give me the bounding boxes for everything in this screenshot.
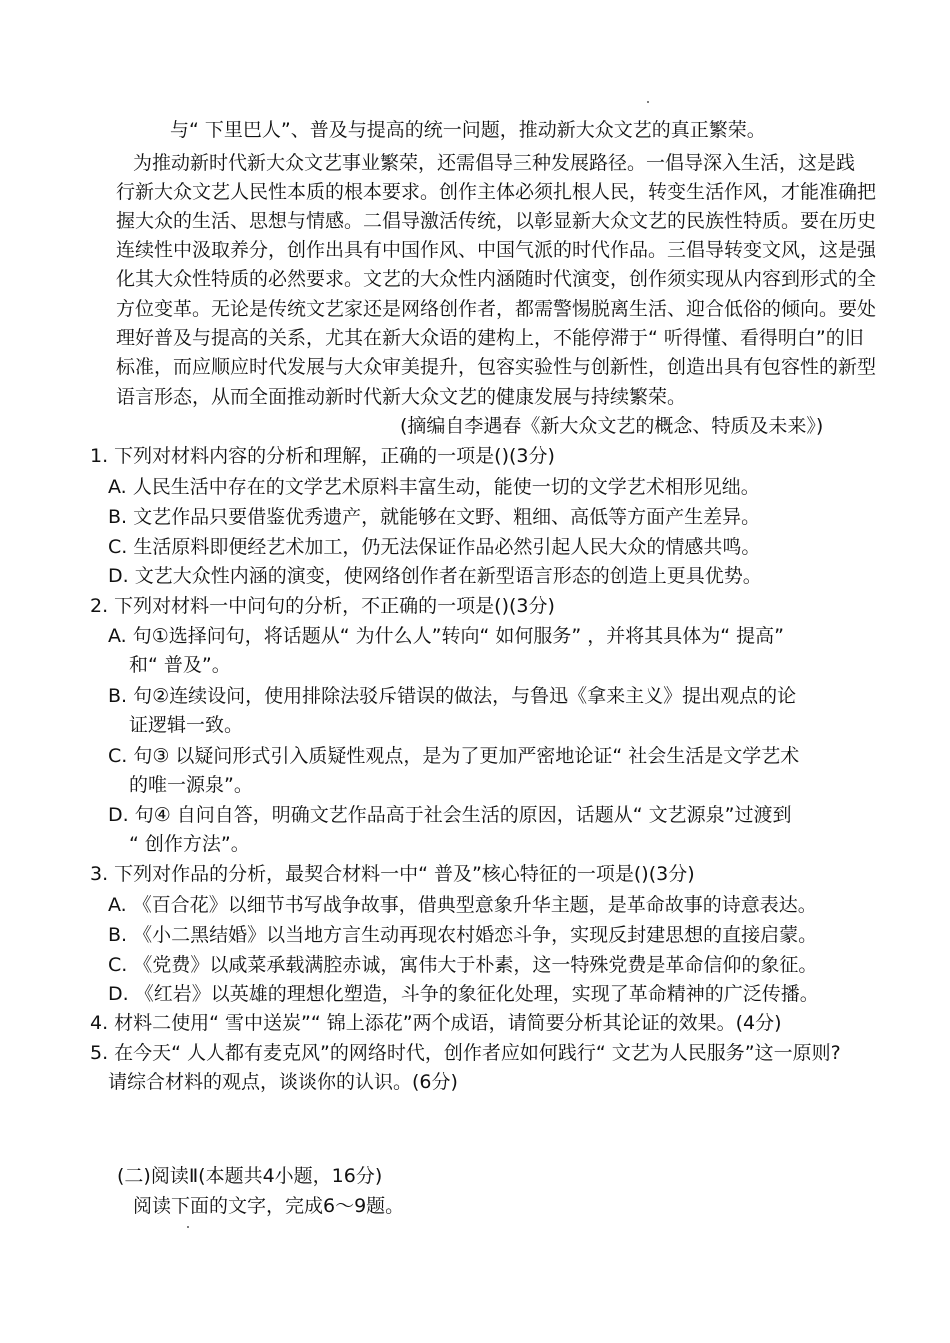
question-3-option-c: C. 《党费》以咸菜承载满腔赤诚，寓伟大于朴素，这一特殊党费是革命信仰的象征。 [108,954,818,976]
question-1-stem: 1. 下列对材料内容的分析和理解，正确的一项是()(3分) [90,445,555,467]
question-5-stem-cont: 请综合材料的观点，谈谈你的认识。(6分) [108,1071,458,1093]
question-2-option-a: A. 句①选择问句，将话题从“ 为什么人”转向“ 如何服务” ，并将其具体为“ 提高” [108,625,784,647]
passage-line: 握大众的生活、思想与情感。二倡导激活传统，以彰显新大众文艺的民族性特质。要在历史 [116,210,877,232]
question-1-option-c: C. 生活原料即便经艺术加工，仍无法保证作品必然引起人民大众的情感共鸣。 [108,536,761,558]
question-2-option-c: C. 句③ 以疑问形式引入质疑性观点，是为了更加严密地论证“ 社会生活是文学艺术 [108,745,800,767]
passage-line: 行新大众文艺人民性本质的根本要求。创作主体必须扎根人民，转变生活作风，才能准确把 [116,181,877,203]
question-1-option-d: D. 文艺大众性内涵的演变，使网络创作者在新型语言形态的创造上更具优势。 [108,565,762,587]
passage-line: 标准，而应顺应时代发展与大众审美提升，包容实验性与创新性，创造出具有包容性的新型 [116,356,877,378]
passage-line: 连续性中汲取养分，创作出具有中国作风、中国气派的时代作品。三倡导转变文风，这是强 [116,239,877,261]
question-1-option-a: A. 人民生活中存在的文学艺术原料丰富生动，能使一切的文学艺术相形见绌。 [108,476,760,498]
question-2-option-c-cont: 的唯一源泉”。 [129,774,253,796]
question-3-option-b: B. 《小二黑结婚》以当地方言生动再现农村婚恋斗争，实现反封建思想的直接启蒙。 [108,924,818,946]
question-3-stem: 3. 下列对作品的分析，最契合材料一中“ 普及”核心特征的一项是()(3分) [90,863,695,885]
question-2-option-b: B. 句②连续设问，使用排除法驳斥错误的做法，与鲁迅《拿来主义》提出观点的论 [108,685,797,707]
question-4-stem: 4. 材料二使用“ 雪中送炭”“ 锦上添花”两个成语，请简要分析其论证的效果。(4分) [90,1012,782,1034]
question-2-option-d: D. 句④ 自问自答，明确文艺作品高于社会生活的原因，话题从“ 文艺源泉”过渡到 [108,804,792,826]
question-3-option-d: D. 《红岩》以英雄的理想化塑造，斗争的象征化处理，实现了革命精神的广泛传播。 [108,983,819,1005]
scan-speck [647,101,649,103]
question-2-stem: 2. 下列对材料一中问句的分析，不正确的一项是()(3分) [90,595,555,617]
passage-line: 化其大众性特质的必然要求。文艺的大众性内涵随时代演变，创作须实现从内容到形式的全 [116,268,877,290]
passage-source: (摘编自李遇春《新大众文艺的概念、特质及未来》) [400,415,824,437]
question-2-option-b-cont: 证逻辑一致。 [129,714,244,736]
passage-line: 与“ 下里巴人”、普及与提高的统一问题，推动新大众文艺的真正繁荣。 [170,119,766,141]
question-1-option-b: B. 文艺作品只要借鉴优秀遗产，就能够在文野、粗细、高低等方面产生差异。 [108,506,761,528]
passage-line: 为推动新时代新大众文艺事业繁荣，还需倡导三种发展路径。一倡导深入生活，这是践 [133,152,856,174]
passage-line: 理好普及与提高的关系，尤其在新大众语的建构上，不能停滞于“ 听得懂、看得明白”的旧 [116,327,864,349]
question-2-option-a-cont: 和“ 普及”。 [129,654,231,676]
question-2-option-d-cont: “ 创作方法”。 [129,833,250,855]
scan-speck [187,1226,189,1228]
passage-line: 方位变革。无论是传统文艺家还是网络创作者，都需警惕脱离生活、迎合低俗的倾向。要处 [116,298,877,320]
passage-line: 语言形态，从而全面推动新时代新大众文艺的健康发展与持续繁荣。 [116,386,687,408]
section-2-heading: (二)阅读Ⅱ(本题共4小题，16分) [117,1165,383,1187]
section-2-instruction: 阅读下面的文字，完成6～9题。 [133,1195,405,1217]
question-3-option-a: A. 《百合花》以细节书写战争故事，借典型意象升华主题，是革命故事的诗意表达。 [108,894,817,916]
question-5-stem: 5. 在今天“ 人人都有麦克风”的网络时代，创作者应如何践行“ 文艺为人民服务”这一原则? [90,1042,841,1064]
